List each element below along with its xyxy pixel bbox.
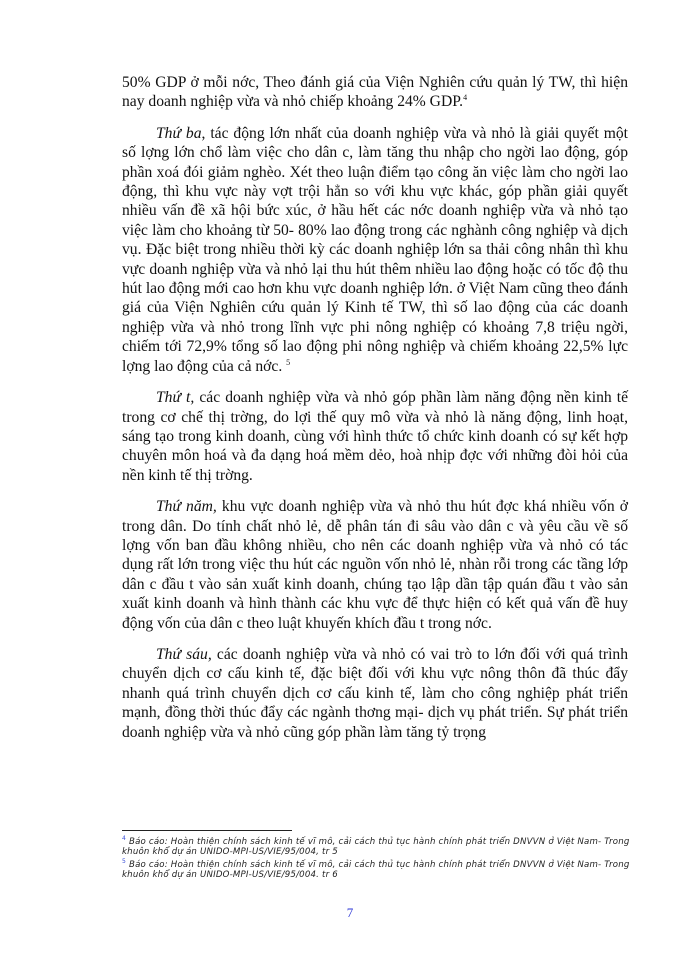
footnote-number: 5 xyxy=(122,858,127,866)
footnote-5 xyxy=(122,857,632,880)
footnote-4 xyxy=(122,834,632,857)
paragraph-text: 50% GDP ở mỗi nớc, Theo đánh giá của Viện Nghiên cứu quản lý TW, thì hiện nay doanh nghiệp vừa và nhỏ chiếp khoảng 24% GDP. xyxy=(122,74,628,111)
footnotes xyxy=(122,834,632,881)
paragraph-text: , tác động lớn nhất của doanh nghiệp vừa và nhỏ là giải quyết một số lợng lớn chổ làm việc cho dân c, làm tăng thu nhập cho ngời lao động, góp phần xoá đói giảm nghèo. Xét theo luận điểm tạo công ăn việc làm cho ngời lao động, thì khu vực này vợt trội hẳn so với khu vực khác, góp phần giải quyết nhiều vấn đề xã hội bức xúc, ở hầu hết các nớc doanh nghiệp vừa và nhỏ tạo việc làm cho khoảng từ 50- 80% lao động trong các nghành công nghiệp và dịch vụ. Đặc biệt trong nhiều thời kỳ các doanh nghiệp lớn sa thải công nhân thì khu vực doanh nghiệp vừa và nhỏ lại thu hút thêm nhiều lao động hoặc có tốc độ thu hút lao động mới cao hơn khu vực doanh nghiệp lớn. ở Việt Nam cũng theo đánh giá của Viện Nghiên cứu quản lý Kinh tế TW, thì số lao động của các doanh nghiệp vừa và nhỏ trong lĩnh vực phi nông nghiệp có khoảng 7,8 triệu ngời, chiếm tới 72,9% tổng số lao động phi nông nghiệp và chiếm khoảng 22,5% lực lợng lao động của cả nớc. xyxy=(122,124,628,375)
page-number: 7 xyxy=(346,905,354,920)
body-text xyxy=(122,73,628,754)
footnote-ref-5[interactable]: 5 xyxy=(286,357,291,367)
footnote-text: Báo cáo: Hoàn thiện chính sách kinh tế vĩ mô, cải cách thủ tục hành chính phát triển DNVVN ở Việt Nam- Trong khuôn khổ dự án UNIDO-MPI-US/VIE/95/004. tr 6 xyxy=(122,860,630,881)
paragraph-thu-ba xyxy=(122,124,628,376)
paragraph-text: các doanh nghiệp vừa và nhỏ có vai trò to lớn đối với quá trình chuyển dịch cơ cấu kinh tế, đặc biệt đối với khu vực nông thôn đã thúc đẩy nhanh quá trình chuyển dịch cơ cấu kinh tế, làm cho công nghiệp phát triển mạnh, đồng thời thúc đẩy các ngành thơng mại- dịch vụ phát triển. Sự phát triển doanh nghiệp vừa và nhỏ cũng góp phần làm tăng tỷ trọng xyxy=(122,645,629,741)
footnote-number: 4 xyxy=(122,835,127,842)
footnote-text: Báo cáo: Hoàn thiện chính sách kinh tế vĩ mô, cải cách thủ tục hành chính phát triển DNVVN ở Việt Nam- Trong khuôn khổ dự án UNIDO-MPI-US/VIE/95/004, tr 5 xyxy=(122,836,630,858)
paragraph-lead: Thứ t, xyxy=(156,389,195,407)
paragraph-thu-tu xyxy=(122,388,628,485)
paragraph-text: các doanh nghiệp vừa và nhỏ góp phần làm năng động nền kinh tế trong cơ chế thị trờng, do lợi thế quy mô vừa và nhỏ là năng động, linh hoạt, sáng tạo trong kinh doanh, cùng với hình thức tổ chức kinh doanh có sự kết hợp chuyên môn hoá và đa dạng hoá mềm dẻo, hoà nhịp đợc với những đòi hỏi của nền kinh tế thị trờng. xyxy=(122,389,628,484)
paragraph-lead: Thứ sáu, xyxy=(156,645,212,663)
paragraph-lead: Thứ năm, xyxy=(156,498,217,516)
paragraph-thu-sau xyxy=(122,645,628,742)
paragraph-gdp-share xyxy=(122,73,628,112)
footnote-separator xyxy=(122,830,292,831)
paragraph-thu-nam xyxy=(122,497,628,633)
footnote-ref-4[interactable]: 4 xyxy=(463,93,468,103)
paragraph-lead: Thứ ba xyxy=(156,124,202,142)
paragraph-text: khu vực doanh nghiệp vừa và nhỏ thu hút đợc khá nhiều vốn ở trong dân. Do tính chất nhỏ lẻ, dễ phân tán đi sâu vào dân c và yêu cầu về số lợng vốn ban đầu không nhiều, cho nên các doanh nghiệp vừa và nhỏ có tác dụng rất lớn trong việc thu hút các nguồn vốn nhỏ lẻ, nhàn rỗi trong các tầng lớp dân c đầu t vào sản xuất kinh doanh, chúng tạo lập dần tập quán đầu t vào sản xuất kinh doanh và hình thành các khu vực để thực hiện có kết quả vấn đề huy động vốn của dân c theo luật khuyến khích đầu t trong nớc. xyxy=(122,498,628,632)
